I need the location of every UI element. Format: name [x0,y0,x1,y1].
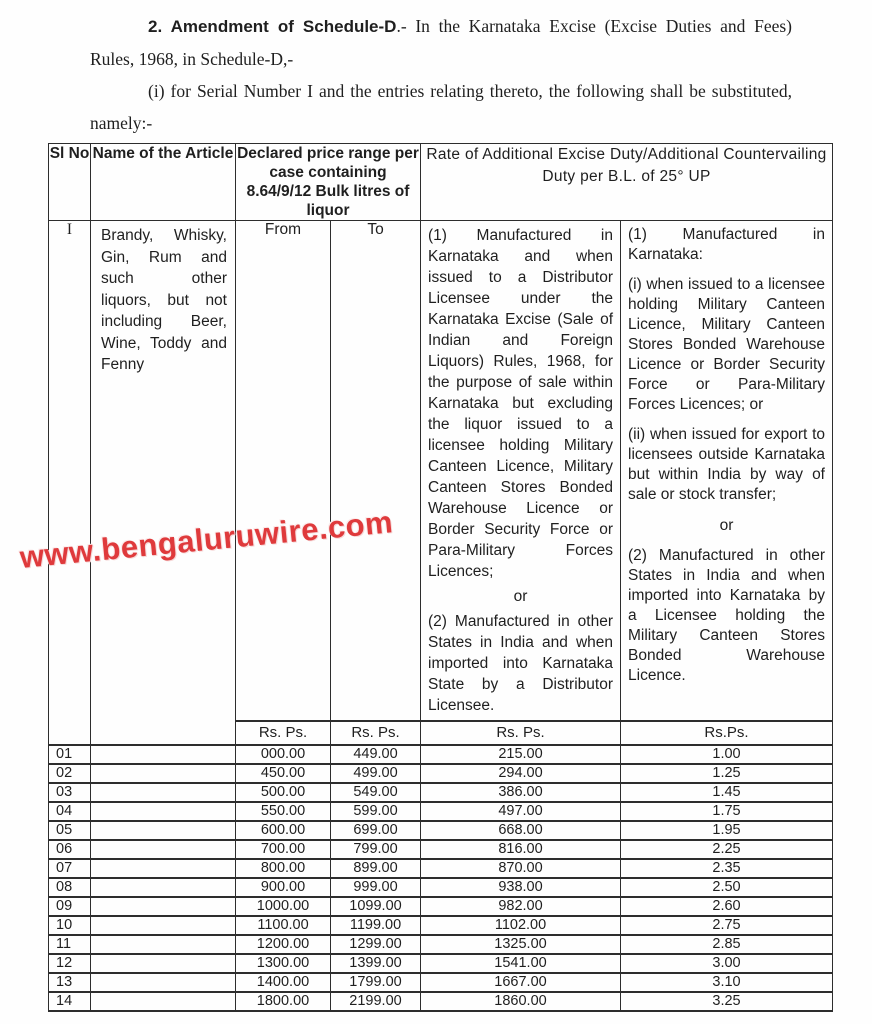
table-row [49,935,833,954]
intro-paragraphs [90,10,792,139]
condition1-or: or [513,588,528,605]
units-from: Rs. Ps. [236,721,331,745]
table-row [49,764,833,783]
row-article-cell [91,935,236,954]
row-to-cell: 599.00 [331,802,421,821]
table-row [49,916,833,935]
row-from-cell: 550.00 [236,802,331,821]
row-from-cell: 600.00 [236,821,331,840]
row-sl-cell: 12 [49,954,91,973]
row-duty-cell: 294.00 [421,764,621,783]
row-rate-cell: 1.95 [621,821,833,840]
row-from-cell: 1200.00 [236,935,331,954]
header-sl-no: Sl No [49,144,91,221]
row-article-cell [91,764,236,783]
row-duty-cell: 215.00 [421,745,621,764]
row-to-cell: 1399.00 [331,954,421,973]
table-row [49,745,833,764]
row-rate-cell: 2.25 [621,840,833,859]
row-to-cell: 499.00 [331,764,421,783]
row-to-cell: 699.00 [331,821,421,840]
row-duty-cell: 386.00 [421,783,621,802]
entry-condition-1 [421,221,621,721]
units-to: Rs. Ps. [331,721,421,745]
entry-to-label: To [331,221,421,721]
row-sl-cell: 14 [49,992,91,1011]
row-to-cell: 1099.00 [331,897,421,916]
row-from-cell: 1300.00 [236,954,331,973]
entry-row [49,221,833,721]
row-to-cell: 1299.00 [331,935,421,954]
row-article-cell [91,783,236,802]
row-from-cell: 500.00 [236,783,331,802]
row-sl-cell: 08 [49,878,91,897]
row-from-cell: 700.00 [236,840,331,859]
row-sl-cell: 03 [49,783,91,802]
condition1-para2: (2) Manufactured in other States in India and when imported into Karnataka State by a Distributor Licensee. [428,613,613,714]
rate-rows [49,745,833,1011]
row-sl-cell: 06 [49,840,91,859]
row-sl-cell: 13 [49,973,91,992]
row-to-cell: 799.00 [331,840,421,859]
row-duty-cell: 1541.00 [421,954,621,973]
row-to-cell: 1199.00 [331,916,421,935]
table-row [49,802,833,821]
row-to-cell: 899.00 [331,859,421,878]
condition1-para1: (1) Manufactured in Karnataka and when issued to a Distributor Licensee under the Karnataka Excise (Sale of Indian and Foreign Liquors) Rules, 1968, for the purpose of sale within Karnataka but excluding the liquor issued to a licensee holding Military Canteen Licence, Military Canteen Stores Bonded Warehouse Licence or Border Security Force or Para-Military Forces Licences; [428,227,613,580]
row-to-cell: 549.00 [331,783,421,802]
table-row [49,954,833,973]
row-from-cell: 1400.00 [236,973,331,992]
row-article-cell [91,954,236,973]
units-duty: Rs. Ps. [421,721,621,745]
row-duty-cell: 870.00 [421,859,621,878]
entry-from-label: From [236,221,331,721]
entry-article: Brandy, Whisky, Gin, Rum and such other liquors, but not including Beer, Wine, Toddy and Fenny [91,221,236,745]
row-to-cell: 999.00 [331,878,421,897]
units-rate: Rs.Ps. [621,721,833,745]
row-from-cell: 000.00 [236,745,331,764]
row-sl-cell: 01 [49,745,91,764]
amendment-clause: (i) for Serial Number I and the entries relating thereto, the following shall be substituted, namely:- [90,81,792,133]
row-sl-cell: 11 [49,935,91,954]
row-duty-cell: 1667.00 [421,973,621,992]
row-duty-cell: 1102.00 [421,916,621,935]
row-article-cell [91,916,236,935]
condition2-para3: (ii) when issued for export to licensees outside Karnataka but within India by way of sale or stock transfer; [628,426,825,503]
row-article-cell [91,878,236,897]
row-article-cell [91,821,236,840]
amendment-heading-bold: 2. Amendment of Schedule-D [148,17,397,36]
row-article-cell [91,840,236,859]
row-rate-cell: 1.25 [621,764,833,783]
row-duty-cell: 1860.00 [421,992,621,1011]
row-rate-cell: 2.50 [621,878,833,897]
row-sl-cell: 05 [49,821,91,840]
table-row [49,783,833,802]
row-sl-cell: 04 [49,802,91,821]
table-row [49,878,833,897]
row-rate-cell: 3.25 [621,992,833,1011]
entry-condition-2 [621,221,833,721]
row-duty-cell: 497.00 [421,802,621,821]
watermark-text: www.bengaluruwire.com [18,504,395,575]
header-article: Name of the Article [91,144,236,221]
row-rate-cell: 1.75 [621,802,833,821]
row-duty-cell: 1325.00 [421,935,621,954]
condition2-or: or [719,517,734,534]
row-sl-cell: 07 [49,859,91,878]
row-from-cell: 800.00 [236,859,331,878]
row-article-cell [91,973,236,992]
row-to-cell: 2199.00 [331,992,421,1011]
row-rate-cell: 2.60 [621,897,833,916]
row-duty-cell: 668.00 [421,821,621,840]
row-from-cell: 1000.00 [236,897,331,916]
row-article-cell [91,859,236,878]
condition2-para4: (2) Manufactured in other States in India and when imported into Karnataka by a Licensee holding the Military Canteen Stores Bonded Warehouse Licence. [628,547,825,684]
row-rate-cell: 1.00 [621,745,833,764]
row-article-cell [91,992,236,1011]
entry-sl: I [49,221,91,745]
row-rate-cell: 2.75 [621,916,833,935]
row-article-cell [91,897,236,916]
condition2-para2: (i) when issued to a licensee holding Military Canteen Licence, Military Canteen Stores Bonded Warehouse Licence or Border Security Force or Para-Military Forces Licences; or [628,276,825,413]
condition2-para1: (1) Manufactured in Karnataka: [628,226,825,263]
row-from-cell: 900.00 [236,878,331,897]
row-from-cell: 450.00 [236,764,331,783]
table-row [49,840,833,859]
row-rate-cell: 3.00 [621,954,833,973]
row-rate-cell: 2.85 [621,935,833,954]
row-from-cell: 1100.00 [236,916,331,935]
row-article-cell [91,745,236,764]
header-rate: Rate of Additional Excise Duty/Additional Countervailing Duty per B.L. of 25° UP [421,144,833,221]
table-row [49,973,833,992]
row-duty-cell: 938.00 [421,878,621,897]
header-price-range: Declared price range per case containing 8.64/9/12 Bulk litres of liquor [237,145,419,219]
row-duty-cell: 982.00 [421,897,621,916]
table-row [49,992,833,1011]
schedule-d-table [48,143,833,1012]
row-rate-cell: 2.35 [621,859,833,878]
row-sl-cell: 10 [49,916,91,935]
amendment-heading-rest: .- In the Karnataka Excise (Excise Duties and Fees) Rules, 1968, in Schedule-D,- [90,16,792,69]
row-from-cell: 1800.00 [236,992,331,1011]
table-row [49,897,833,916]
row-article-cell [91,802,236,821]
table-row [49,821,833,840]
row-rate-cell: 3.10 [621,973,833,992]
table-header-row [49,144,833,221]
row-rate-cell: 1.45 [621,783,833,802]
row-sl-cell: 09 [49,897,91,916]
amendment-heading [90,10,792,75]
row-to-cell: 1799.00 [331,973,421,992]
table-row [49,859,833,878]
row-to-cell: 449.00 [331,745,421,764]
row-sl-cell: 02 [49,764,91,783]
row-duty-cell: 816.00 [421,840,621,859]
